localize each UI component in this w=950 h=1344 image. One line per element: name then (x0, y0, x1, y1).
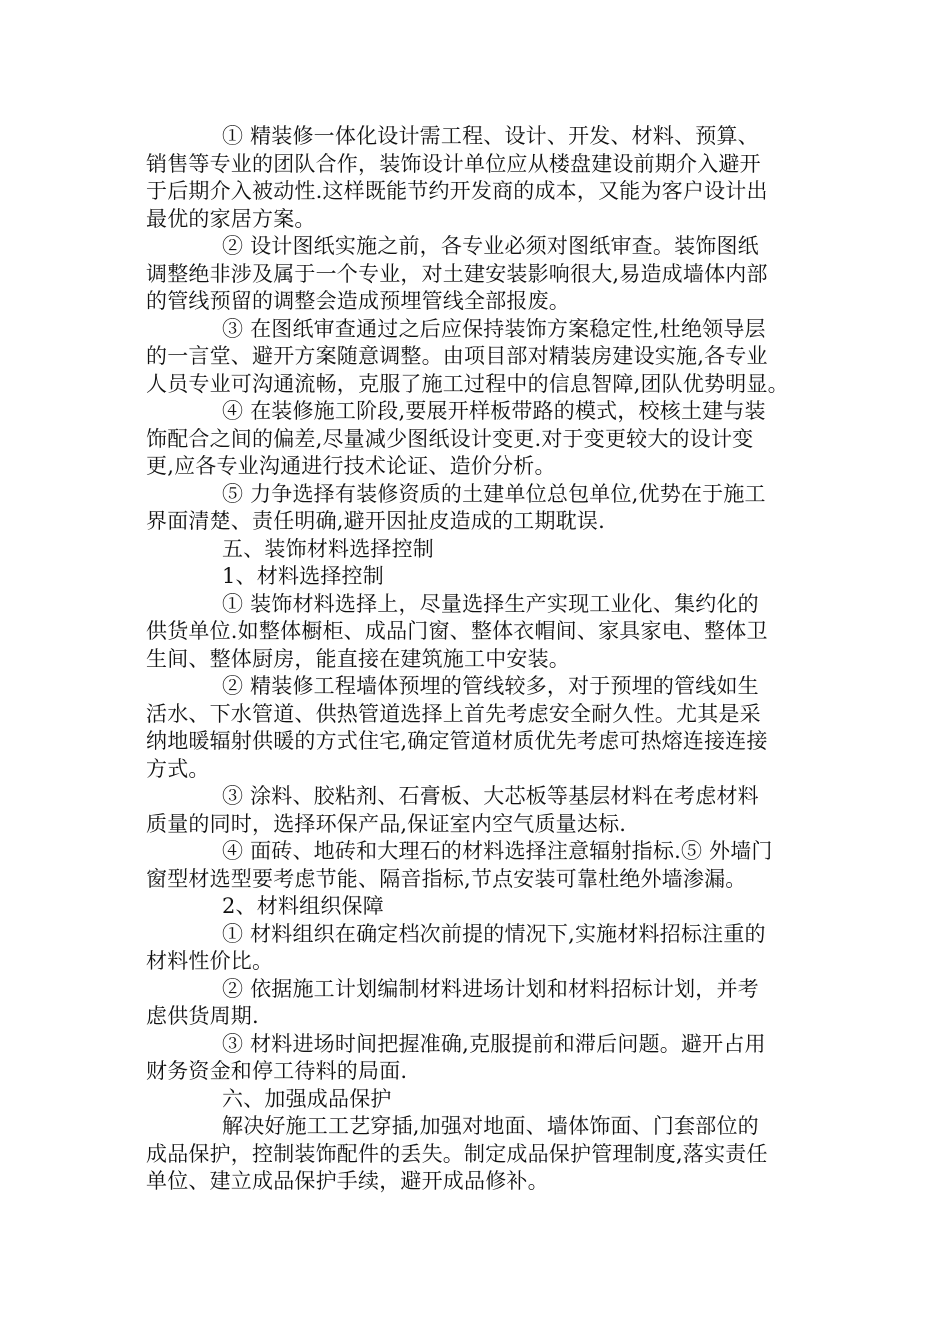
text-line: 更,应各专业沟通进行技术论证、造价分析。 (146, 454, 556, 478)
text-line: ② 设计图纸实施之前，各专业必须对图纸审查。装饰图纸 (222, 234, 759, 258)
text-line: 六、加强成品保护 (222, 1086, 392, 1111)
text-line: ② 依据施工计划编制材料进场计划和材料招标计划，并考 (222, 976, 759, 1001)
text-line: 窗型材选型要考虑节能、隔音指标,节点安装可靠杜绝外墙渗漏。 (146, 866, 747, 891)
text-line: 饰配合之间的偏差,尽量减少图纸设计变更.对于变更较大的设计变 (146, 426, 754, 451)
text-line: ⑤ 力争选择有装修资质的土建单位总包单位,优势在于施工 (222, 481, 766, 506)
text-line: ④ 面砖、地砖和大理石的材料选择注意辐射指标.⑤ 外墙门 (222, 839, 773, 863)
text-line: ③ 材料进场时间把握准确,克服提前和滞后问题。避开占用 (222, 1031, 766, 1056)
text-line: ④ 在装修施工阶段,要展开样板带路的模式，校核土建与装 (222, 399, 766, 423)
text-line: 调整绝非涉及属于一个专业，对土建安装影响很大,易造成墙体内部 (146, 261, 768, 286)
text-line: ③ 涂料、胶粘剂、石膏板、大芯板等基层材料在考虑材料 (222, 784, 759, 808)
text-line: 材料性价比。 (146, 949, 274, 973)
text-line: 最优的家居方案。 (146, 206, 316, 231)
text-line: ② 精装修工程墙体预埋的管线较多，对于预埋的管线如生 (222, 674, 759, 698)
text-line: 解决好施工工艺穿插,加强对地面、墙体饰面、门套部位的 (222, 1114, 759, 1138)
text-line: 供货单位.如整体橱柜、成品门窗、整体衣帽间、家具家电、整体卫 (146, 619, 768, 643)
text-line: 财务资金和停工待料的局面. (146, 1059, 408, 1083)
text-line: 的一言堂、避开方案随意调整。由项目部对精装房建设实施,各专业 (146, 344, 768, 368)
text-line: 虑供货周期. (146, 1004, 259, 1028)
text-line: 生间、整体厨房，能直接在建筑施工中安装。 (146, 646, 570, 671)
text-line: ① 装饰材料选择上，尽量选择生产实现工业化、集约化的 (222, 591, 759, 616)
text-line: 单位、建立成品保护手续，避开成品修补。 (146, 1169, 549, 1193)
text-line: 2、材料组织保障 (222, 894, 384, 918)
text-line: 界面清楚、责任明确,避开因扯皮造成的工期耽误. (146, 509, 605, 533)
text-line: 质量的同时，选择环保产品,保证室内空气质量达标. (146, 811, 627, 836)
text-line: 销售等专业的团队合作，装饰设计单位应从楼盘建设前期介入避开 (146, 151, 761, 176)
text-line: 人员专业可沟通流畅，克服了施工过程中的信息智障,团队优势明显。 (146, 371, 789, 396)
text-line: 活水、下水管道、供热管道选择上首先考虑安全耐久性。尤其是采 (146, 701, 761, 726)
text-line: 1、材料选择控制 (222, 564, 384, 588)
text-line: 纳地暖辐射供暖的方式住宅,确定管道材质优先考虑可热熔连接连接 (146, 729, 768, 753)
text-line: 于后期介入被动性.这样既能节约开发商的成本，又能为客户设计出 (146, 179, 768, 203)
document-body (146, 123, 814, 1196)
text-line: 方式。 (146, 756, 210, 781)
text-line: ① 精装修一体化设计需工程、设计、开发、材料、预算、 (222, 124, 759, 148)
text-line: 的管线预留的调整会造成预埋管线全部报废。 (146, 289, 570, 313)
text-line: 成品保护，控制装饰配件的丢失。制定成品保护管理制度,落实责任 (146, 1141, 768, 1166)
text-line: ③ 在图纸审查通过之后应保持装饰方案稳定性,杜绝领导层 (222, 316, 766, 341)
text-line: ① 材料组织在确定档次前提的情况下,实施材料招标注重的 (222, 921, 766, 946)
text-line: 五、装饰材料选择控制 (222, 536, 434, 561)
